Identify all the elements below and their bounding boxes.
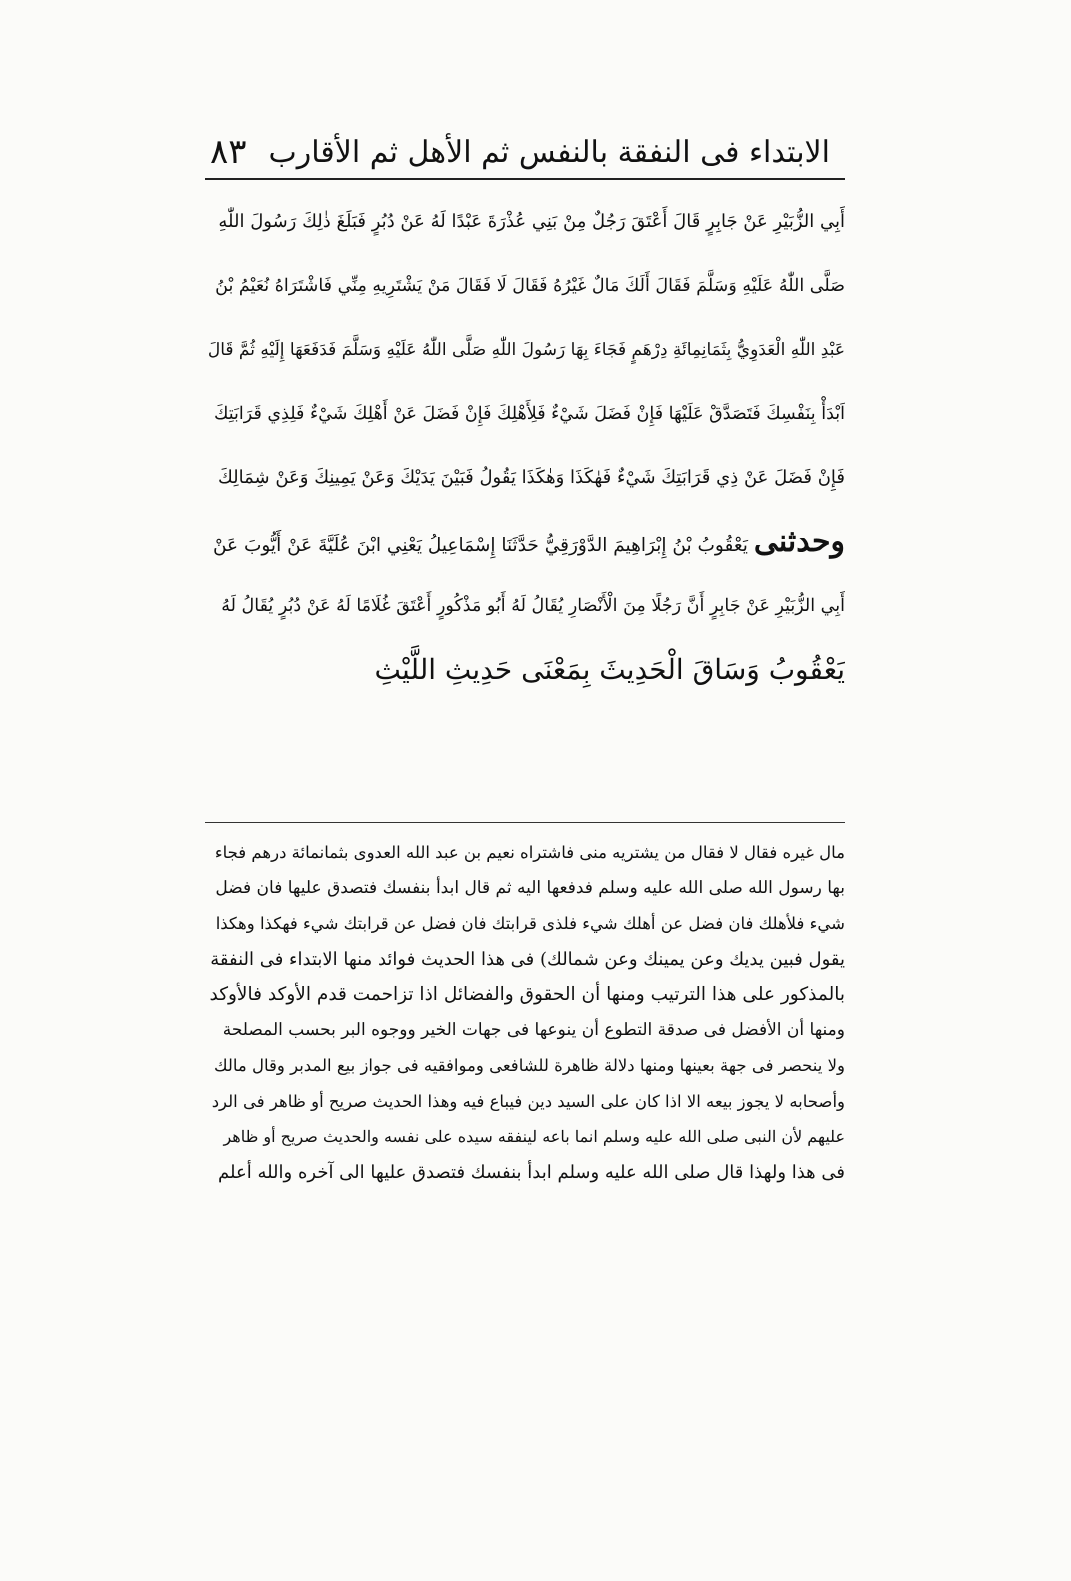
running-title: الابتداء فى النفقة بالنفس ثم الأهل ثم الأقارب [268,134,830,170]
hadith-line-rest: يَعْقُوبُ بْنُ إِبْرَاهِيمَ الدَّوْرَقِيُّ حَدَّثَنَا إِسْمَاعِيلُ يَعْنِي ابْنَ عُلَيَّةَ عَنْ أَيُّوبَ عَنْ [212,535,748,556]
commentary-text [205,835,845,1190]
page-number: ٨٣ [210,132,247,172]
commentary-line: شيء فلأهلك فان فضل عن أهلك شيء فلذى قرابتك فان فضل عن قرابتك شيء فهكذا وهكذا [215,914,845,933]
header-rule [205,178,845,180]
hadith-line-with-isnad [205,510,845,574]
hadith-line: فَإِنْ فَضَلَ عَنْ ذِي قَرَابَتِكَ شَيْءٌ فَهٰكَذَا وَهٰكَذَا يَقُولُ فَبَيْنَ يَدَيْكَ وَعَنْ يَمِينِكَ وَعَنْ شِمَالِكَ [217,467,845,488]
commentary-line: ولا ينحصر فى جهة بعينها ومنها دلالة ظاهرة للشافعى وموافقيه فى جواز بيع المدبر وقال مالك [213,1056,845,1075]
hadith-line: أَبِي الزُّبَيْرِ عَنْ جَابِرٍ قَالَ أَعْتَقَ رَجُلٌ مِنْ بَنِي عُذْرَةَ عَبْدًا لَهُ عَنْ دُبُرٍ فَبَلَغَ ذٰلِكَ رَسُولَ اللّٰهِ [218,211,845,232]
commentary-line: عليهم لأن النبى صلى الله عليه وسلم انما باعه لينفقه سيده على نفسه والحديث صريح أو ظاهر [223,1127,845,1146]
hadith-line: عَبْدِ اللّٰهِ الْعَدَوِيُّ بِثَمَانِمِائَةِ دِرْهَمٍ فَجَاءَ بِهَا رَسُولَ اللّٰهِ صَلَّى اللّٰهُ عَلَيْهِ وَسَلَّمَ فَدَفَعَهَا إِلَيْهِ ثُمَّ قَالَ [207,340,845,360]
hadith-line: أَبِي الزُّبَيْرِ عَنْ جَابِرٍ أَنَّ رَجُلًا مِنَ الْأَنْصَارِ يُقَالُ لَهُ أَبُو مَذْكُورٍ أَعْتَقَ غُلَامًا لَهُ عَنْ دُبُرٍ يُقَالُ لَهُ [221,596,845,616]
hadith-line: اَبْدَأْ بِنَفْسِكَ فَتَصَدَّقْ عَلَيْهَا فَإِنْ فَضَلَ شَيْءٌ فَلِأَهْلِكَ فَإِنْ فَضَلَ عَنْ أَهْلِكَ شَيْءٌ فَلِذِي قَرَابَتِكَ [214,404,845,424]
commentary-line: بالمذكور على هذا الترتيب ومنها أن الحقوق والفضائل اذا تزاحمت قدم الأوكد فالأوكد [209,984,845,1005]
commentary-line: يقول فبين يديك وعن يمينك وعن شمالك) فى هذا الحديث فوائد منها الابتداء فى النفقة [210,948,845,970]
hadith-line: يَعْقُوبُ وَسَاقَ الْحَدِيثَ بِمَعْنَى حَدِيثِ اللَّيْثِ [374,653,845,686]
isnad-keyword: وحدثنى [753,524,845,559]
page-header [210,128,830,176]
commentary-line: مال غيره فقال لا فقال من يشتريه منى فاشتراه نعيم بن عبد الله العدوى بثمانمائة درهم فجاء [214,843,845,862]
commentary-line: بها رسول الله صلى الله عليه وسلم فدفعها اليه ثم قال ابدأ بنفسك فتصدق عليها فان فضل [215,877,845,898]
hadith-text [205,190,845,702]
commentary-line: فى هذا ولهذا قال صلى الله عليه وسلم ابدأ بنفسك فتصدق عليها الى آخره والله أعلم [218,1161,845,1183]
commentary-divider [205,822,845,823]
hadith-line: صَلَّى اللّٰهُ عَلَيْهِ وَسَلَّمَ فَقَالَ أَلَكَ مَالٌ غَيْرُهُ فَقَالَ لَا فَقَالَ مَنْ يَشْتَرِيهِ مِنِّي فَاشْتَرَاهُ نُعَيْمُ بْنُ [215,276,845,296]
commentary-line: ومنها أن الأفضل فى صدقة التطوع أن ينوعها فى جهات الخير ووجوه البر بحسب المصلحة [222,1019,845,1040]
commentary-line: وأصحابه لا يجوز بيعه الا اذا كان على السيد دين فيباع فيه وهذا الحديث صريح أو ظاهر فى الرد [211,1091,845,1111]
